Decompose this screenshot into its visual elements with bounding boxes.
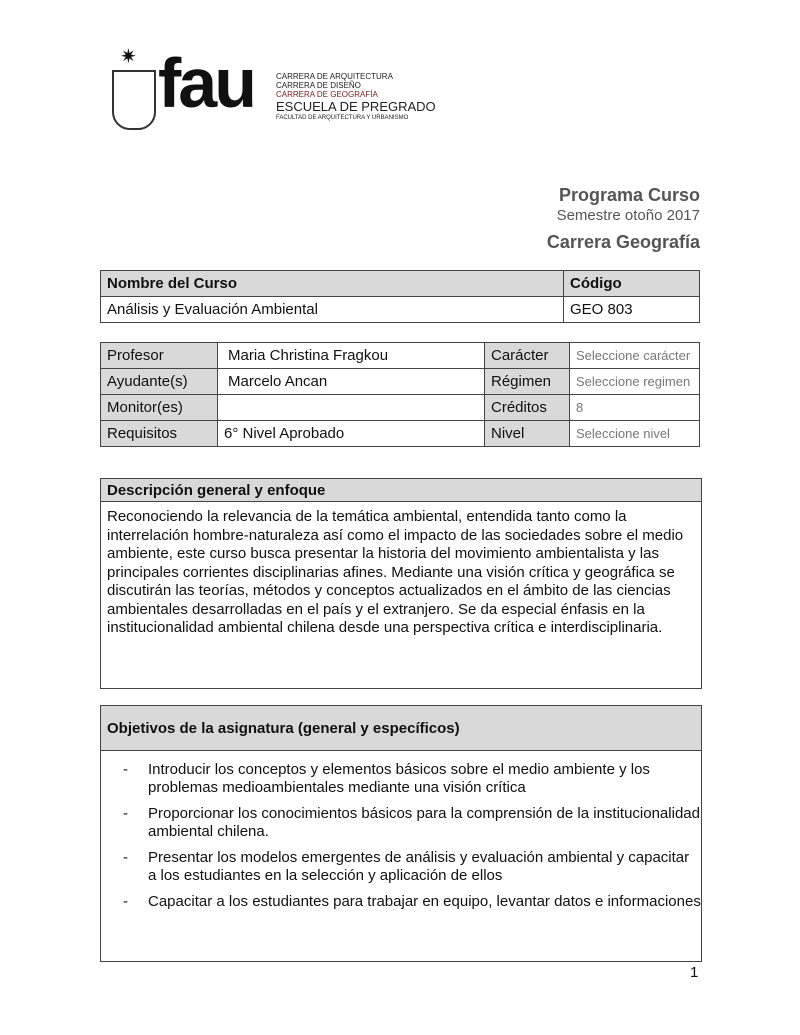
logo-line: CARRERA DE ARQUITECTURA: [276, 72, 393, 81]
objectives-heading: Objetivos de la asignatura (general y específicos): [101, 706, 701, 751]
logo-line: FACULTAD DE ARQUITECTURA Y URBANISMO: [276, 115, 409, 121]
info-label: Requisitos: [101, 421, 218, 447]
logo-line: ESCUELA DE PREGRADO: [276, 99, 436, 114]
regimen-select[interactable]: Seleccione regimen: [570, 369, 700, 395]
objective-text: Proporcionar los conocimientos básicos para la comprensión de la institucionalidad ambiental chilena.: [148, 805, 700, 840]
info-value: Marcelo Ancan: [218, 369, 485, 395]
objectives-section: [100, 705, 702, 962]
logo-line: CARRERA DE GEOGRAFÍA: [276, 90, 378, 99]
logo-brand: fau: [158, 44, 254, 122]
objective-item: [123, 761, 701, 797]
course-name: Análisis y Evaluación Ambiental: [101, 297, 564, 323]
description-section: [100, 478, 702, 689]
info-value: Maria Christina Fragkou: [218, 343, 485, 369]
university-shield-icon: [112, 70, 156, 130]
info-label: Monitor(es): [101, 395, 218, 421]
objective-text: Introducir los conceptos y elementos básicos sobre el medio ambiente y los problemas medioambientales mediante una visión crítica: [148, 761, 650, 796]
info-label: Profesor: [101, 343, 218, 369]
creditos-value[interactable]: 8: [570, 395, 700, 421]
objectives-list: [101, 751, 701, 911]
logo-line: CARRERA DE DISEÑO: [276, 81, 361, 90]
page-number: 1: [690, 964, 699, 981]
info-label: Carácter: [485, 343, 570, 369]
course-table: [100, 270, 700, 323]
info-label: Nivel: [485, 421, 570, 447]
info-value: 6° Nivel Aprobado: [218, 421, 485, 447]
page-title: Programa Curso: [558, 185, 700, 205]
course-name-label: Nombre del Curso: [101, 271, 564, 297]
description-text: Reconociendo la relevancia de la temática ambiental, entendida tanto como la interrelación hombre-naturaleza así como el impacto de las sociedades sobre el medio ambiente, este curso busca presentar la historia del movimiento ambientalista y las principales corrientes disciplinarias afines. Mediante una visión crítica y geográfica se discutirán las teorías, métodos y conceptos actualizados en el ámbito de las ciencias ambientales desarrolladas en el país y el extranjero. Se da especial énfasis en la institucionalidad ambiental chilena desde una perspectiva crítica e interdisciplinaria.: [107, 508, 684, 636]
info-label: Créditos: [485, 395, 570, 421]
nivel-select[interactable]: Seleccione nivel: [570, 421, 700, 447]
objective-item: [123, 805, 701, 841]
course-code-label: Código: [564, 271, 700, 297]
info-table: [100, 342, 700, 447]
star-emblem-icon: ✷: [120, 46, 137, 68]
caracter-select[interactable]: Seleccione carácter: [570, 343, 700, 369]
objective-text: Capacitar a los estudiantes para trabajar en equipo, levantar datos e informaciones: [148, 893, 701, 910]
bullet: -: [123, 849, 128, 866]
info-value: [218, 395, 485, 421]
objective-text: Presentar los modelos emergentes de análisis y evaluación ambiental y capacitar a los estudiantes en la selección y aplicación de ellos: [148, 849, 690, 884]
course-code: GEO 803: [564, 297, 700, 323]
semester: Semestre otoño 2017: [556, 207, 700, 224]
info-label: Régimen: [485, 369, 570, 395]
career: Carrera Geografía: [546, 232, 700, 252]
bullet: -: [123, 805, 128, 822]
objective-item: [123, 849, 701, 885]
bullet: -: [123, 761, 128, 778]
objective-item: [123, 893, 701, 911]
bullet: -: [123, 893, 128, 910]
info-label: Ayudante(s): [101, 369, 218, 395]
fau-logo: [108, 44, 436, 130]
description-heading: Descripción general y enfoque: [101, 479, 701, 502]
